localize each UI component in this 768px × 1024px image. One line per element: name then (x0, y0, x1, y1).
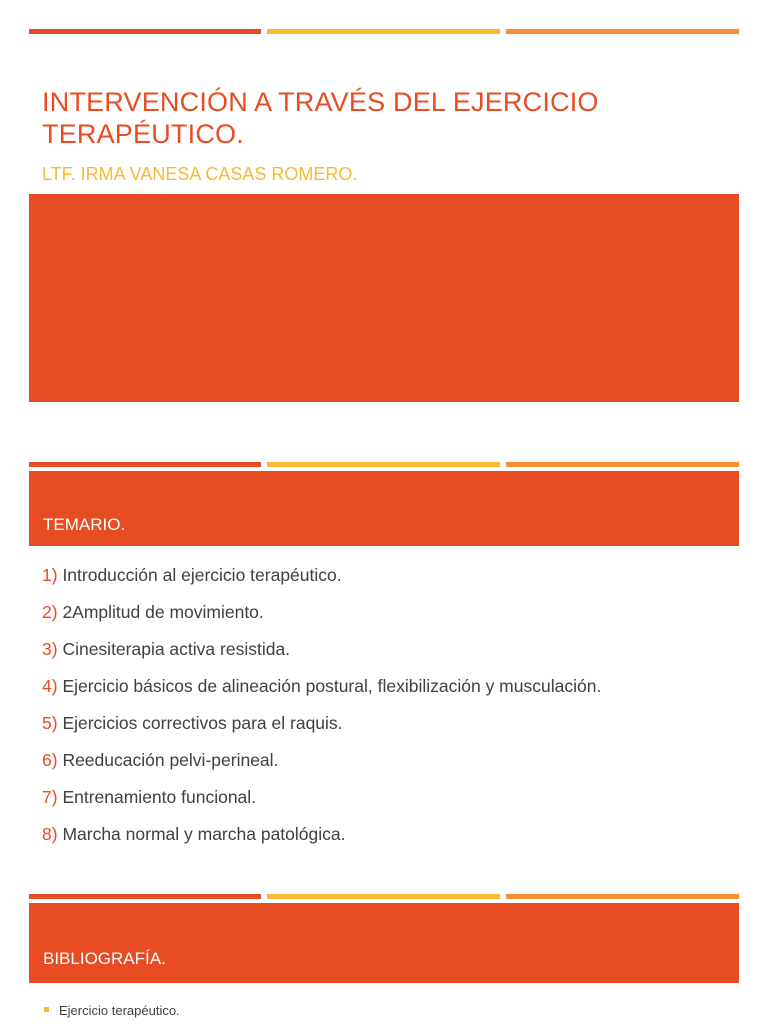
agenda-item (42, 711, 742, 748)
agenda-item (42, 563, 742, 600)
agenda-item-text: Reeducación pelvi-perineal. (62, 750, 279, 770)
agenda-item (42, 637, 742, 674)
agenda-item (42, 600, 742, 637)
agenda-item-number: 5) (42, 713, 58, 733)
slide1-orange-panel (29, 194, 739, 402)
bibliography-item (44, 1002, 180, 1020)
accent-bar-middle (267, 462, 500, 467)
accent-bar-right (506, 29, 739, 34)
slide1-accent-bars (29, 29, 739, 34)
agenda-item-text: Ejercicio básicos de alineación postural, flexibilización y musculación. (62, 676, 602, 696)
agenda-list (42, 563, 742, 859)
accent-bar-left (29, 894, 261, 899)
slide3-heading-panel (29, 903, 739, 983)
slide2-heading: TEMARIO. (43, 515, 126, 534)
accent-bar-left (29, 29, 261, 34)
agenda-item (42, 674, 742, 711)
agenda-item-number: 8) (42, 824, 58, 844)
agenda-item-number: 6) (42, 750, 58, 770)
agenda-item-text: Entrenamiento funcional. (62, 787, 257, 807)
accent-bar-left (29, 462, 261, 467)
accent-bar-right (506, 462, 739, 467)
agenda-item-text: Introducción al ejercicio terapéutico. (62, 565, 342, 585)
agenda-item-text: 2Amplitud de movimiento. (62, 602, 264, 622)
agenda-item (42, 822, 742, 859)
agenda-item-text: Marcha normal y marcha patológica. (62, 824, 346, 844)
slide3-heading: BIBLIOGRAFÍA. (43, 949, 166, 968)
bibliography-list (44, 1002, 180, 1020)
bibliography-item-text: Ejercicio terapéutico. (59, 1003, 180, 1018)
agenda-item-text: Cinesiterapia activa resistida. (62, 639, 291, 659)
slide3-accent-bars (29, 894, 739, 899)
agenda-item (42, 785, 742, 822)
agenda-item-number: 2) (42, 602, 58, 622)
accent-bar-middle (267, 894, 500, 899)
accent-bar-right (506, 894, 739, 899)
agenda-item-number: 3) (42, 639, 58, 659)
square-bullet-icon (44, 1007, 49, 1012)
slide2-heading-panel (29, 471, 739, 546)
agenda-item-number: 1) (42, 565, 58, 585)
agenda-item (42, 748, 742, 785)
agenda-item-number: 4) (42, 676, 58, 696)
slide2-accent-bars (29, 462, 739, 467)
slide1-subtitle: LTF. IRMA VANESA CASAS ROMERO. (42, 164, 358, 184)
slide1-title: INTERVENCIÓN A TRAVÉS DEL EJERCICIO TERAPÉUTICO. (42, 87, 599, 149)
agenda-item-number: 7) (42, 787, 58, 807)
agenda-item-text: Ejercicios correctivos para el raquis. (62, 713, 343, 733)
accent-bar-middle (267, 29, 500, 34)
